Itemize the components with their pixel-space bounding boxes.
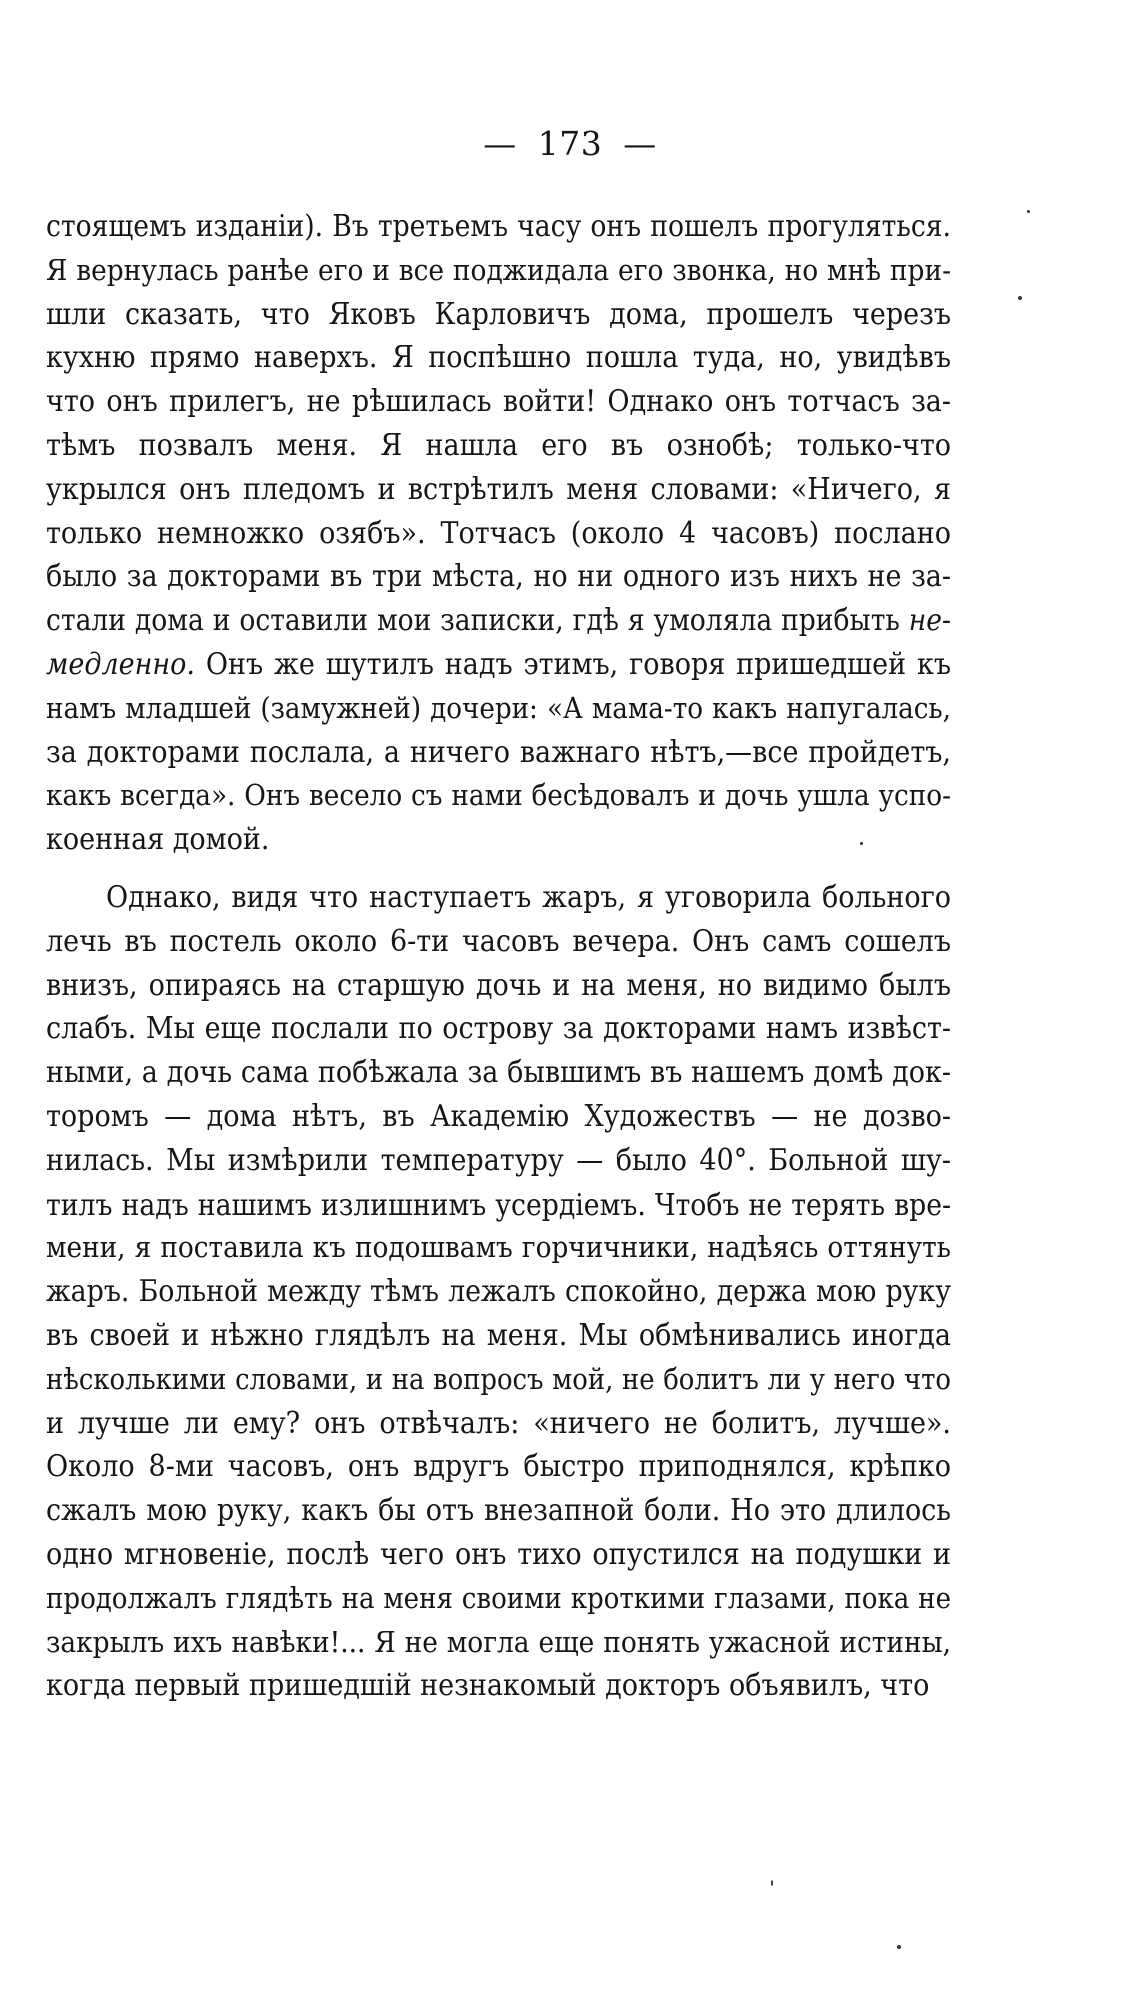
text-line: только немножко озябъ». Тотчасъ (около 4 часовъ) послано [46,515,951,551]
text-line: что онъ прилегъ, не рѣшилась войти! Однако онъ тотчасъ за- [46,384,951,420]
text-line: слабъ. Мы еще послали по острову за докторами намъ извѣст- [46,1011,951,1047]
text-line: въ своей и нѣжно глядѣлъ на меня. Мы обмѣнивались иногда [46,1317,951,1353]
text-line: ными, а дочь сама побѣжала за бывшимъ въ нашемъ домѣ док- [46,1055,951,1091]
body-text [46,205,951,1708]
text-line [46,599,951,643]
text-run: стали дома и оставили мои записки, гдѣ я умоляла прибыть [46,603,909,638]
text-line: шли сказать, что Яковъ Карловичъ дома, прошелъ черезъ [46,296,951,332]
page-number-dash-right: — [623,124,657,163]
text-line: лечь въ постель около 6-ти часовъ вечера. Онъ самъ сошелъ [46,923,951,959]
text-line: мени, я поставила къ подошвамъ горчичники, надѣясь оттянуть [46,1230,951,1265]
text-line: сжалъ мою руку, какъ бы отъ внезапной боли. Но это длилось [46,1493,951,1529]
text-line: было за докторами въ три мѣста, но ни одного изъ нихъ не за- [46,559,951,595]
italic-text: медленно. [46,646,195,682]
scan-speck [1027,210,1030,213]
scan-speck [860,842,863,845]
text-line: одно мгновеніе, послѣ чего онъ тихо опустился на подушки и [46,1536,951,1572]
text-line: продолжалъ глядѣть на меня своими кроткими глазами, пока не [46,1580,951,1615]
text-line: стоящемъ изданіи). Въ третьемъ часу онъ пошелъ прогуляться. [46,209,951,243]
text-run: Онъ же шутилъ надъ этимъ, говоря пришедшей къ [195,646,951,682]
text-line: за докторами послала, а ничего важнаго нѣтъ,—все пройдетъ, [46,734,951,770]
text-line: тѣмъ позвалъ меня. Я нашла его въ ознобѣ; только-что [46,427,951,463]
scan-speck [897,1945,901,1949]
text-line: намъ младшей (замужней) дочери: «А мама-то какъ напугалась, [46,690,951,725]
text-line: закрылъ ихъ навѣки!... Я не могла еще понять ужасной истины, [46,1624,951,1659]
text-line: какъ всегда». Онъ весело съ нами бесѣдовалъ и дочь ушла успо- [46,778,951,813]
text-line: нилась. Мы измѣрили температуру — было 40°. Больной шу- [46,1142,951,1178]
page-number [0,122,1140,166]
text-line: внизъ, опираясь на старшую дочь и на меня, но видимо былъ [46,967,951,1003]
text-line: Однако, видя что наступаетъ жаръ, я уговорила больного [106,879,951,915]
text-line [46,643,951,687]
scan-speck [771,1880,773,1886]
text-line: коенная домой. [46,822,270,858]
page-number-dash-left: — [483,124,517,163]
scan-speck [1018,296,1022,300]
text-line: Я вернулась ранѣе его и все поджидала его звонка, но мнѣ при- [46,252,951,287]
page-number-value: 173 [537,124,603,163]
paragraph-gap [46,862,951,876]
text-line: когда первый пришедшій незнакомый докторъ объявилъ, что [46,1668,930,1704]
text-line: кухню прямо наверхъ. Я поспѣшно пошла туда, но, увидѣвъ [46,340,951,376]
text-line: Около 8-ми часовъ, онъ вдругъ быстро приподнялся, крѣпко [46,1449,951,1485]
text-line: укрылся онъ пледомъ и встрѣтилъ меня словами: «Ничего, я [46,471,951,507]
text-line: нѣсколькими словами, и на вопросъ мой, не болитъ ли у него что [46,1361,951,1396]
text-line: тилъ надъ нашимъ излишнимъ усердіемъ. Чтобъ не терять вре- [46,1186,951,1222]
text-line: торомъ — дома нѣтъ, въ Академію Художествъ — не дозво- [46,1098,951,1134]
text-line: жаръ. Больной между тѣмъ лежалъ спокойно, держа мою руку [46,1274,951,1310]
italic-text: не- [908,603,951,638]
text-line: и лучше ли ему? онъ отвѣчалъ: «ничего не болитъ, лучше». [46,1405,951,1441]
